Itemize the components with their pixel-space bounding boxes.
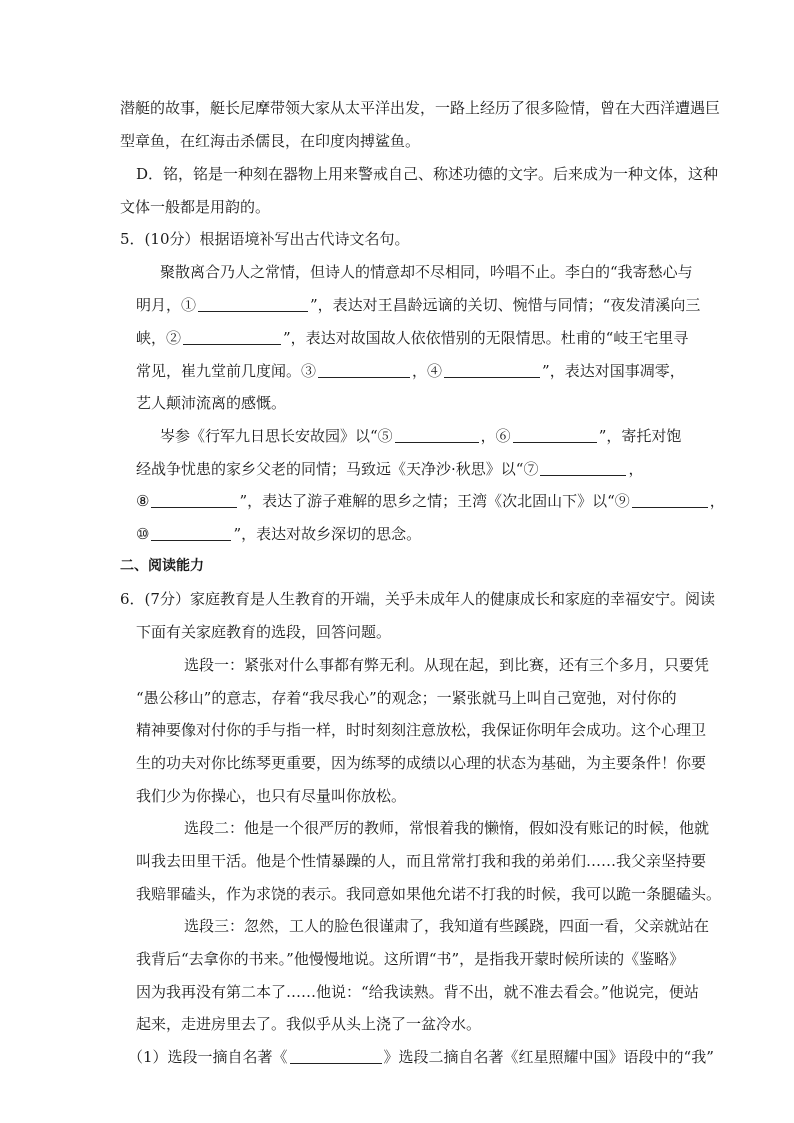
answer-blank-6[interactable]	[513, 428, 597, 443]
fill-line-5	[160, 426, 681, 446]
text: ，⑥	[480, 427, 511, 445]
answer-blank-9[interactable]	[632, 493, 708, 508]
excerpt-2-line: 叫我去田里干活。他是个性情暴躁的人，而且常常打我和我的弟弟们……我父亲坚持要	[136, 852, 707, 870]
text: 岑参《行军九日思长安故园》以“⑤	[160, 427, 393, 445]
text-line: 文体一般都是用韵的。	[120, 198, 271, 216]
text: ”，表达对王昌龄远谪的关切、惋惜与同情；“夜发清溪向三	[310, 296, 701, 314]
text: ”，表达对故国故人依依惜别的无限情思。杜甫的“岐王宅里寻	[283, 329, 689, 347]
question-5-title: 5．(10分）根据语境补写出古代诗文名句。	[120, 230, 410, 248]
fill-line-7	[136, 459, 643, 479]
excerpt-1-line: 选段一：紧张对什么事都有弊无利。从现在起，到比赛，还有三个多月，只要凭	[184, 656, 710, 674]
sub-question-1	[128, 1047, 714, 1067]
paragraph-line: 聚散离合乃人之常情，但诗人的情意却不尽相同，吟唱不止。李白的“我寄愁心与	[160, 263, 693, 281]
fill-line-1	[136, 295, 700, 315]
excerpt-2-line: 选段二：他是一个很严厉的教师，常恨着我的懒惰，假如没有账记的时候，他就	[184, 819, 710, 837]
text: ”，表达了游子难解的思乡之情；王湾《次北固山下》以“⑨	[239, 492, 630, 510]
text: 》选段二摘自名著《红星照耀中国》语段中的“我”	[383, 1048, 714, 1066]
option-d: D．铭，铭是一种刻在器物上用来警戒自己、称述功德的文字。后来成为一种文体，这种	[136, 165, 719, 183]
text: （1）选段一摘自名著《	[128, 1048, 288, 1066]
text: 经战争忧患的家乡父老的同情；马致远《天净沙·秋思》以“⑦	[136, 460, 539, 478]
text: 常见，崔九堂前几度闻。③	[136, 362, 317, 380]
text: ”，寄托对饱	[598, 427, 682, 445]
excerpt-1-line: 精神要像对付你的手与指一样，时时刻刻注意放松，我保证你明年会成功。这个心理卫	[136, 721, 707, 739]
text: ，	[709, 492, 725, 510]
text-line: 下面有关家庭教育的选段，回答问题。	[136, 623, 392, 641]
text: ，④	[412, 362, 443, 380]
excerpt-3-line: 选段三：忽然，工人的脸色很谨肃了，我知道有些蹊跷，四面一看，父亲就站在	[184, 917, 710, 935]
text: ，	[628, 460, 644, 478]
text: ⑩	[136, 525, 150, 543]
excerpt-1-line: “愚公移山”的意志，存着“我尽我心”的观念；一紧张就马上叫自己宽弛，对付你的	[136, 689, 677, 707]
excerpt-1-line: 我们少为你操心，也只有尽量叫你放松。	[136, 787, 407, 805]
section-heading: 二、阅读能力	[120, 558, 204, 574]
answer-blank-book[interactable]	[290, 1049, 382, 1064]
answer-blank-3[interactable]	[318, 363, 410, 378]
fill-line-2	[136, 328, 688, 348]
fill-line-10	[136, 524, 421, 544]
text: ”，表达对国事凋零，	[542, 362, 685, 380]
text: 峡，②	[136, 329, 182, 347]
answer-blank-7[interactable]	[540, 461, 626, 476]
text-line: 艺人颠沛流离的感慨。	[136, 394, 287, 412]
excerpt-3-line: 我背后“去拿你的书来。”他慢慢地说。这所谓“书”，是指我开蒙时候所读的《鉴略》	[136, 950, 685, 968]
excerpt-1-line: 生的功夫对你比练琴更重要，因为练琴的成绩以心理的状态为基础，为主要条件！你要	[136, 754, 707, 772]
fill-line-3	[136, 361, 685, 381]
excerpt-3-line: 因为我再没有第二本了……他说：“给我读熟。背不出，就不准去看会。”他说完，便站	[136, 983, 699, 1001]
text: ”，表达对故乡深切的思念。	[233, 525, 422, 543]
excerpt-3-line: 起来，走进房里去了。我似乎从头上浇了一盆冷水。	[136, 1015, 482, 1033]
answer-blank-10[interactable]	[151, 526, 231, 541]
answer-blank-2[interactable]	[183, 330, 281, 345]
question-6-title: 6．(7分）家庭教育是人生教育的开端，关乎未成年人的健康成长和家庭的幸福安宁。阅读	[120, 590, 715, 608]
fill-line-8	[136, 491, 725, 511]
text: 明月，①	[136, 296, 197, 314]
text: ⑧	[136, 492, 150, 510]
text-line: 型章鱼，在红海击杀儒艮，在印度肉搏鲨鱼。	[120, 132, 421, 150]
excerpt-2-line: 我赔罪磕头，作为求饶的表示。我同意如果他允诺不打我的时候，我可以跪一条腿磕头。	[136, 885, 722, 903]
answer-blank-1[interactable]	[198, 297, 308, 312]
answer-blank-4[interactable]	[444, 363, 540, 378]
text-line: 潜艇的故事，艇长尼摩带领大家从太平洋出发，一路上经历了很多险情，曾在大西洋遭遇巨	[120, 99, 721, 117]
answer-blank-5[interactable]	[395, 428, 479, 443]
answer-blank-8[interactable]	[151, 493, 237, 508]
